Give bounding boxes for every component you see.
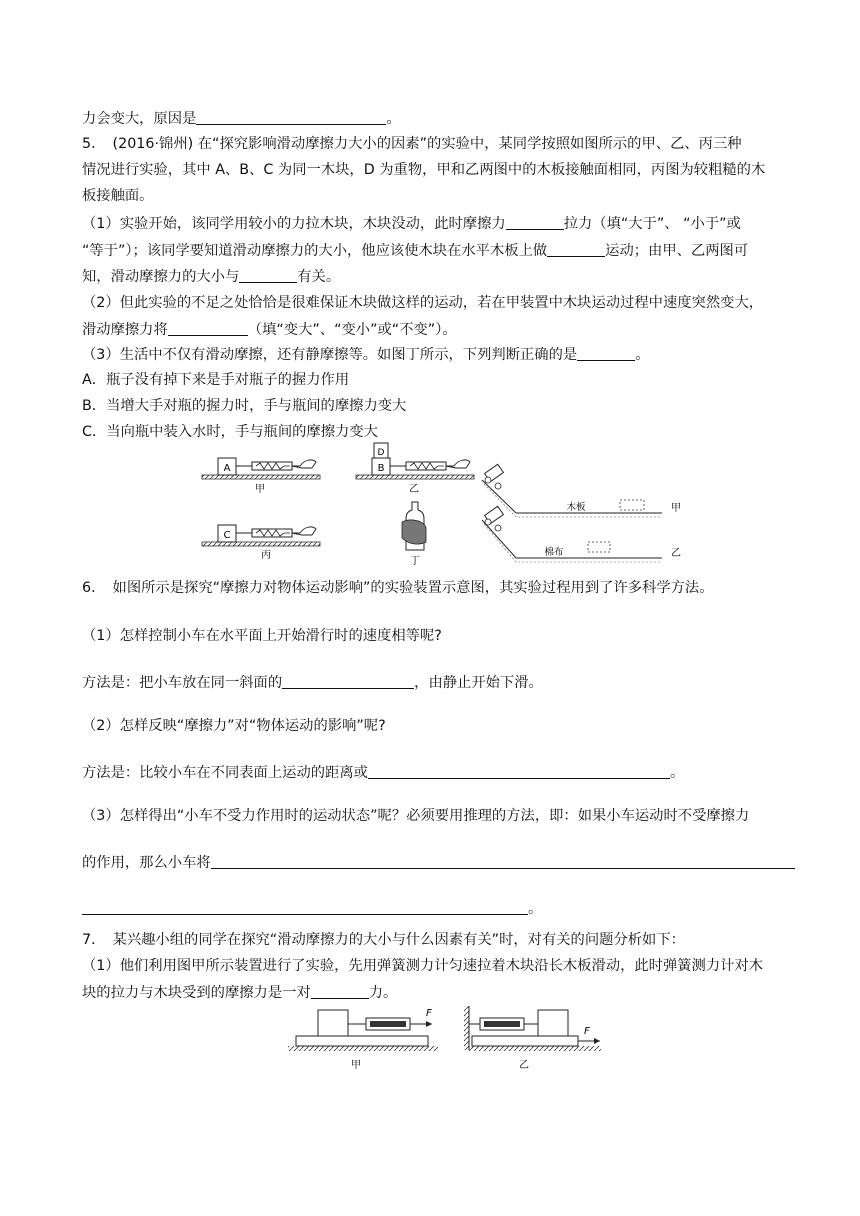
answer-blank[interactable] — [368, 762, 670, 779]
weight-d-label: D — [377, 448, 385, 458]
text-line-pre: 方法是：把小车放在同一斜面的 — [82, 675, 283, 691]
slope-yi-label: 乙 — [671, 548, 681, 559]
text-line — [82, 266, 340, 287]
caption-yi: 乙 — [519, 1060, 529, 1071]
text-line-pre: 力会变大，原因是 — [82, 111, 197, 127]
answer-blank[interactable] — [506, 213, 564, 230]
text-line — [82, 626, 442, 646]
text-line — [82, 852, 795, 873]
text-line-pre: （1）他们利用图甲所示装置进行了实验，先用弹簧测力计匀速拉着木块沿长木板滑动，此时弹簧测力计对木 — [82, 958, 764, 974]
text-line — [82, 108, 401, 129]
text-line-pre: 板接触面。 — [82, 188, 154, 204]
wall — [464, 1006, 469, 1050]
text-line — [82, 898, 542, 919]
text-line — [82, 213, 741, 234]
text-line — [82, 806, 749, 826]
text-line — [82, 160, 765, 180]
text-line-post: 。 — [669, 765, 685, 781]
ground — [469, 1046, 601, 1051]
text-line-post: 。 — [528, 901, 543, 917]
spring-coil — [484, 1021, 520, 1027]
text-line-post: ，由静止开始下滑。 — [414, 675, 543, 691]
cart-stop-position — [588, 542, 610, 552]
text-line-pre: （3）怎样得出“小车不受力作用时的运动状态”呢？必须要用推理的方法，即：如果小车运动时不受摩擦力 — [82, 808, 750, 824]
slope-jia-label: 甲 — [671, 503, 681, 514]
spring-coil — [370, 1021, 406, 1027]
question-5-heading — [82, 134, 742, 154]
question-6-heading — [82, 578, 714, 598]
slope-yi — [482, 506, 681, 562]
text-line-post: （填“变大”、“变小”或“不变”）。 — [247, 322, 457, 338]
answer-blank[interactable] — [168, 319, 248, 336]
text-line — [82, 344, 649, 365]
setup-bing — [202, 525, 320, 561]
answer-blank[interactable] — [282, 672, 414, 689]
caption-ding: 丁 — [410, 556, 420, 567]
text-line-post: 力。 — [368, 985, 398, 1001]
text-line — [82, 672, 543, 693]
block-c-label: C — [223, 530, 231, 541]
force-label: F — [584, 1026, 590, 1037]
force-label: F — [426, 1008, 432, 1019]
setup-yi — [356, 443, 474, 495]
caption-bing: 丙 — [261, 550, 271, 561]
text-line-post: 。 — [386, 111, 401, 127]
text-line-pre: B．当增大手对瓶的握力时，手与瓶间的摩擦力变大 — [82, 398, 407, 414]
text-line-pre: （2）但此实验的不足之处恰恰是很难保证木块做这样的运动，若在甲装置中木块运动过程中速度突然变大， — [82, 295, 764, 311]
board — [356, 475, 474, 479]
text-line-pre: 6． 如图所示是探究“摩擦力对物体运动影响”的实验装置示意图，其实验过程用到了许多科学方法。 — [82, 580, 714, 596]
slope-jia — [482, 464, 681, 517]
text-line-pre: 5． (2016·锦州) 在“探究影响滑动摩擦力大小的因素”的实验中，某同学按照如图所示的甲、乙、丙三种 — [82, 136, 742, 152]
setup-jia — [202, 458, 320, 495]
text-line-pre: C．当向瓶中装入水时，手与瓶间的摩擦力变大 — [82, 424, 378, 440]
surface-wood-label: 木板 — [566, 502, 586, 513]
caption-jia: 甲 — [255, 484, 265, 495]
caption-yi: 乙 — [409, 484, 419, 495]
text-line — [82, 762, 684, 783]
hand-icon — [292, 527, 316, 535]
answer-blank[interactable] — [577, 344, 635, 361]
question-7-heading — [82, 930, 685, 950]
text-line — [82, 319, 457, 340]
text-line-pre: 的作用，那么小车将 — [82, 855, 211, 871]
hand-icon — [446, 460, 470, 468]
text-line — [82, 716, 386, 736]
figure-spring-scale-setups — [286, 1004, 606, 1076]
wood-block — [538, 1010, 568, 1036]
text-line — [82, 982, 397, 1003]
setup-yi — [464, 1006, 601, 1071]
text-line — [82, 240, 748, 261]
text-line-pre: 块的拉力与木块受到的摩擦力是一对 — [82, 985, 311, 1001]
block-a-label: A — [223, 463, 231, 474]
long-board — [472, 1036, 578, 1046]
wood-block — [318, 1010, 348, 1036]
rough-board — [202, 542, 320, 546]
answer-blank[interactable] — [196, 108, 386, 125]
text-line-pre: 滑动摩擦力将 — [82, 322, 168, 338]
text-line-pre: （3）生活中不仅有滑动摩擦，还有静摩擦等。如图丁所示，下列判断正确的是 — [82, 347, 578, 363]
option-b — [82, 396, 406, 416]
ground — [288, 1046, 438, 1051]
answer-blank[interactable] — [547, 240, 605, 257]
answer-blank[interactable] — [311, 982, 369, 999]
figure-friction-experiments — [196, 438, 696, 573]
text-line-pre: 知，滑动摩擦力的大小与 — [82, 269, 240, 285]
answer-blank[interactable] — [211, 852, 795, 869]
text-line-post: 运动；由甲、乙两图可 — [605, 243, 749, 259]
setup-jia — [288, 1008, 438, 1071]
cart-stop-position — [620, 500, 644, 510]
ramp-surface — [482, 520, 662, 558]
block-b-label: B — [377, 463, 385, 474]
text-line-pre: （1）怎样控制小车在水平面上开始滑行时的速度相等呢? — [82, 628, 442, 644]
text-line — [82, 186, 153, 206]
text-line — [82, 293, 763, 313]
text-line-pre: 7． 某兴趣小组的同学在探究“滑动摩擦力的大小与什么因素有关”时，对有关的问题分析如下： — [82, 932, 685, 948]
hand-icon — [292, 460, 316, 468]
long-board — [296, 1036, 428, 1046]
text-line-pre: （1）实验开始，该同学用较小的力拉木块，木块没动，此时摩擦力 — [82, 216, 506, 232]
board — [202, 475, 320, 479]
text-line-post: 拉力（填“大于”、 “小于”或 — [563, 216, 741, 232]
text-line-pre: 方法是：比较小车在不同表面上运动的距离或 — [82, 765, 368, 781]
hand-grip-icon — [402, 520, 426, 544]
caption-jia: 甲 — [351, 1060, 361, 1071]
option-a — [82, 370, 349, 390]
surface-cotton-label: 棉布 — [544, 547, 564, 558]
text-line-post: 。 — [635, 347, 650, 363]
text-line-pre: “等于”）；该同学要知道滑动摩擦力的大小，他应该使木块在水平木板上做 — [82, 243, 548, 259]
text-line — [82, 956, 763, 976]
text-line-pre: （2）怎样反映“摩擦力”对“物体运动的影响”呢? — [82, 718, 386, 734]
setup-ding — [402, 502, 426, 567]
text-line-pre: A．瓶子没有掉下来是手对瓶子的握力作用 — [82, 372, 350, 388]
answer-blank[interactable] — [82, 898, 528, 915]
text-line-post: 有关。 — [297, 269, 341, 285]
text-line-pre: 情况进行实验，其中 A、B、C 为同一木块，D 为重物，甲和乙两图中的木板接触面相同，丙图为较粗糙的木 — [82, 162, 766, 178]
answer-blank[interactable] — [239, 266, 297, 283]
